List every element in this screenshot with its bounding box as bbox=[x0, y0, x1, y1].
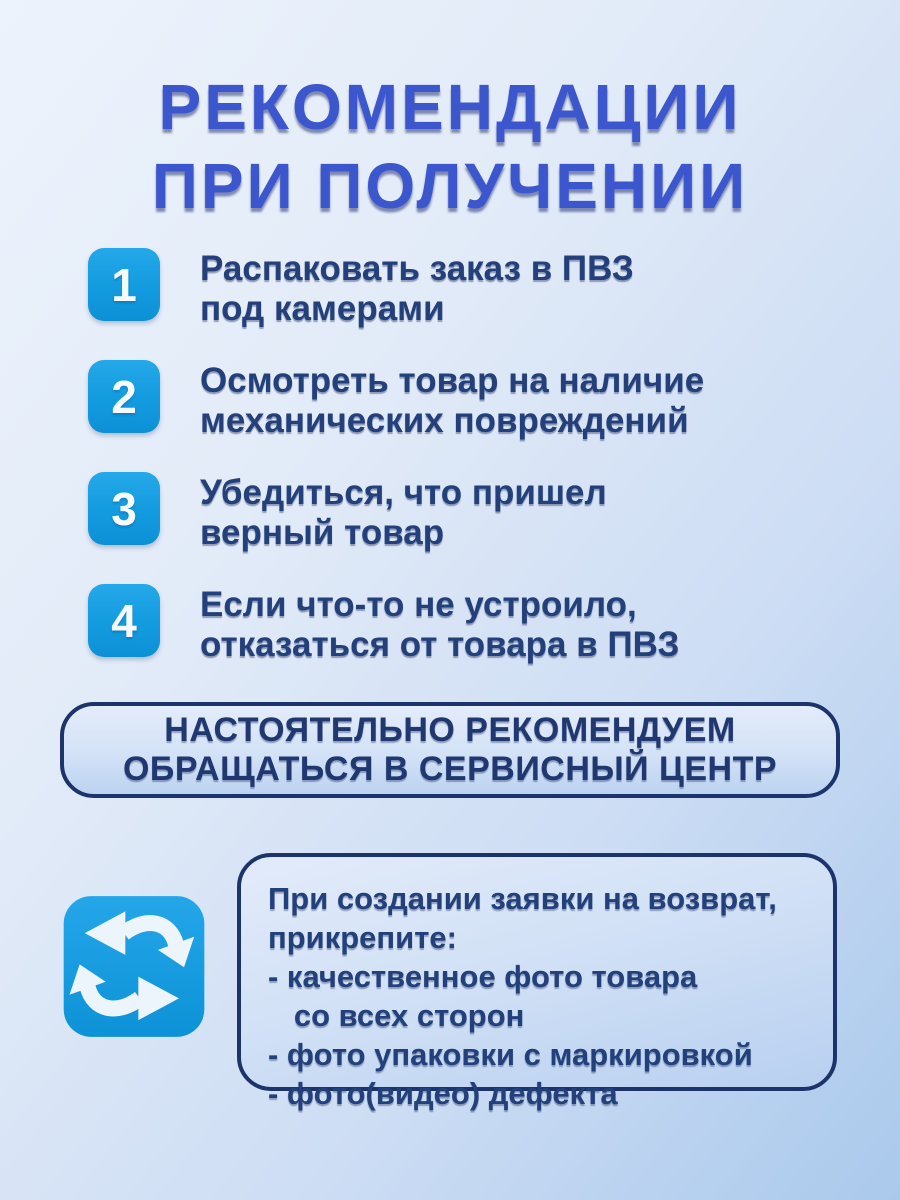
step-number-tile: 4 bbox=[88, 584, 160, 657]
step-text-line2: механических повреждений bbox=[200, 401, 689, 440]
step-text bbox=[200, 584, 679, 665]
steps-list bbox=[88, 248, 828, 665]
return-info-box bbox=[237, 853, 837, 1111]
step-text-line1: Убедиться, что пришел bbox=[200, 473, 607, 512]
return-info-line: При создании заявки на возврат, bbox=[268, 881, 777, 916]
step-text-line1: Осмотреть товар на наличие bbox=[200, 361, 705, 400]
step-text bbox=[200, 360, 704, 441]
page-title-line2: ПРИ ПОЛУЧЕНИИ bbox=[151, 150, 749, 222]
return-info-line: прикрепите: bbox=[268, 920, 457, 955]
return-info-line: - качественное фото товара bbox=[268, 959, 698, 994]
step-number-tile: 3 bbox=[88, 472, 160, 545]
exchange-arrows-icon bbox=[61, 894, 207, 1039]
step-text-line1: Если что-то не устроило, bbox=[200, 585, 637, 624]
step-text-line1: Распаковать заказ в ПВЗ bbox=[200, 249, 634, 288]
return-info-line: - фото(видео) дефекта bbox=[268, 1076, 618, 1111]
recommendation-banner-line1: НАСТОЯТЕЛЬНО РЕКОМЕНДУЕМ bbox=[164, 711, 736, 749]
recommendation-banner bbox=[60, 702, 840, 798]
step-text-line2: под камерами bbox=[200, 289, 445, 328]
step-text bbox=[200, 472, 607, 553]
recommendation-banner-line2: ОБРАЩАТЬСЯ В СЕРВИСНЫЙ ЦЕНТР bbox=[122, 750, 778, 788]
step-number-tile: 2 bbox=[88, 360, 160, 433]
step-row-3 bbox=[88, 472, 828, 553]
return-info-line: - фото упаковки с маркировкой bbox=[268, 1037, 753, 1072]
step-number-tile: 1 bbox=[88, 248, 160, 321]
page-title bbox=[0, 68, 900, 226]
step-row-1 bbox=[88, 248, 828, 329]
step-text bbox=[200, 248, 634, 329]
return-info-line: со всех сторон bbox=[268, 998, 525, 1033]
page-title-line1: РЕКОМЕНДАЦИИ bbox=[158, 71, 742, 143]
step-row-2 bbox=[88, 360, 828, 441]
step-row-4 bbox=[88, 584, 828, 665]
step-text-line2: отказаться от товара в ПВЗ bbox=[200, 625, 680, 664]
step-text-line2: верный товар bbox=[200, 513, 445, 552]
